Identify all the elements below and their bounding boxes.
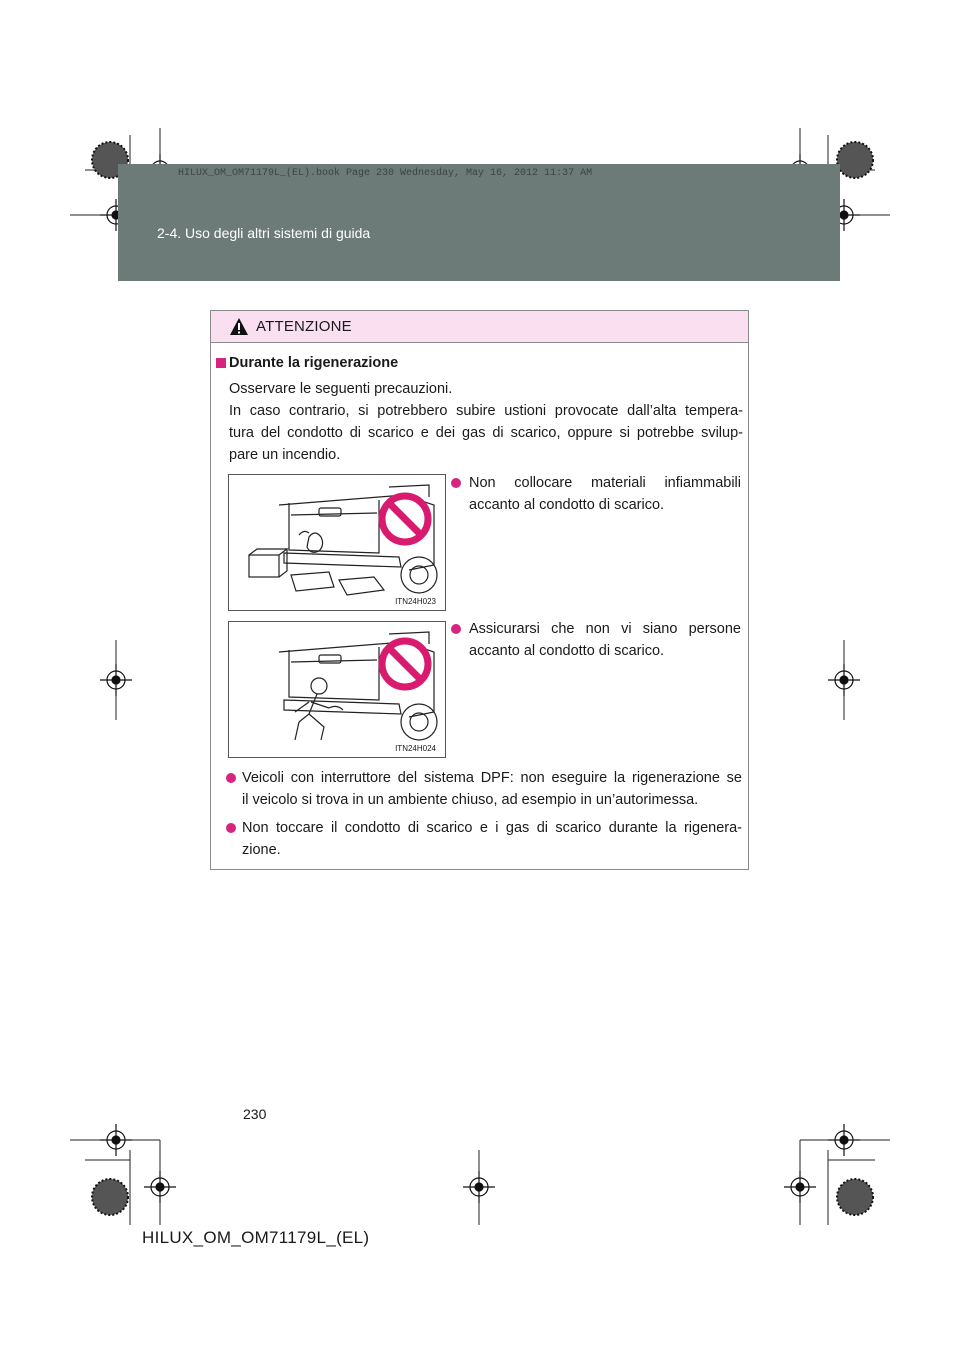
caption-line: Assicurarsi che non vi siano persone bbox=[469, 621, 741, 637]
circle-bullet-icon bbox=[451, 478, 461, 488]
circle-bullet-icon bbox=[226, 823, 236, 833]
warning-header bbox=[211, 311, 748, 343]
caption-line: accanto al condotto di scarico. bbox=[469, 643, 665, 659]
warning-triangle-icon bbox=[229, 317, 249, 336]
file-stamp: HILUX_OM_OM71179L_(EL).book Page 230 Wednesday, May 16, 2012 11:37 AM bbox=[178, 168, 593, 179]
bullet-item bbox=[242, 817, 742, 861]
prohibition-sign-icon bbox=[229, 622, 446, 758]
figure-code: ITN24H023 bbox=[395, 597, 436, 606]
intro-line: tura del condotto di scarico e dei gas di scarico, oppure si potrebbe svilup- bbox=[229, 425, 743, 441]
circle-bullet-icon bbox=[451, 624, 461, 634]
square-bullet-icon bbox=[216, 358, 226, 368]
footer-code: HILUX_OM_OM71179L_(EL) bbox=[142, 1228, 370, 1247]
figure-caption bbox=[469, 472, 741, 516]
header-band bbox=[118, 164, 840, 281]
page-number: 230 bbox=[243, 1106, 267, 1122]
figure-flammables bbox=[228, 474, 446, 611]
prohibition-sign-icon bbox=[229, 475, 446, 611]
caption-line: accanto al condotto di scarico. bbox=[469, 497, 665, 513]
figure-caption bbox=[469, 618, 741, 662]
intro-line: In caso contrario, si potrebbero subire ustioni provocate dall’alta tempera- bbox=[229, 403, 743, 419]
warning-title: ATTENZIONE bbox=[256, 318, 352, 335]
figure-code: ITN24H024 bbox=[395, 744, 436, 753]
bullet-line: zione. bbox=[242, 842, 281, 858]
caption-line: Non collocare materiali infiammabili bbox=[469, 475, 741, 491]
warning-box bbox=[210, 310, 749, 870]
intro-line: pare un incendio. bbox=[229, 447, 341, 463]
circle-bullet-icon bbox=[226, 773, 236, 783]
bullet-line: Non toccare il condotto di scarico e i gas di scarico durante la rigenera- bbox=[242, 820, 742, 836]
bullet-line: il veicolo si trova in un ambiente chiuso, ad esempio in un’autorimessa. bbox=[242, 792, 699, 808]
intro-line: Osservare le seguenti precauzioni. bbox=[229, 381, 453, 397]
figure-persons bbox=[228, 621, 446, 758]
section-title: 2-4. Uso degli altri sistemi di guida bbox=[157, 225, 371, 241]
intro-paragraph bbox=[229, 378, 743, 466]
bullet-line: Veicoli con interruttore del sistema DPF: non eseguire la rigenerazione se bbox=[242, 770, 742, 786]
bullet-item bbox=[242, 767, 742, 811]
warning-heading: Durante la rigenerazione bbox=[229, 355, 399, 371]
